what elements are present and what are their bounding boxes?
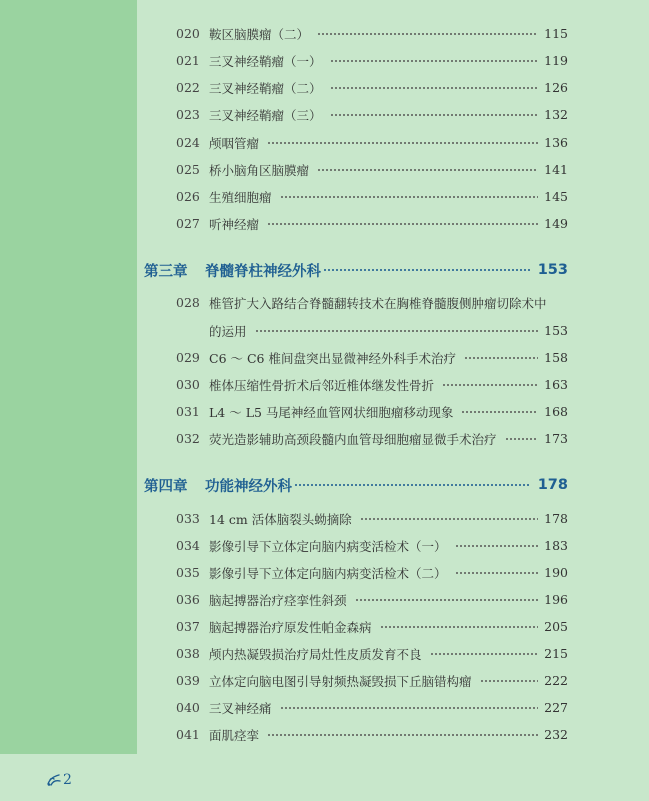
chapter-heading-4[interactable]: [144, 472, 568, 498]
entry-title: 桥小脑角区脑膜瘤: [209, 162, 310, 178]
entry-title: 听神经瘤: [209, 216, 260, 232]
entry-number: 031: [176, 404, 200, 419]
dot-leader: [267, 142, 538, 144]
toc-entry-028[interactable]: [176, 289, 568, 316]
dot-leader: [330, 87, 539, 89]
toc-entry-024[interactable]: [176, 129, 568, 156]
entry-title: 立体定向脑电图引导射频热凝毁损下丘脑错构瘤: [209, 673, 472, 689]
entry-number: 022: [176, 80, 200, 95]
entry-page: 178: [544, 511, 568, 526]
dot-leader: [455, 545, 539, 547]
entry-title: 鞍区脑膜瘤（二）: [209, 26, 310, 42]
entry-title: 生殖细胞瘤: [209, 189, 272, 205]
entry-number: 036: [176, 592, 200, 607]
toc-entry-036[interactable]: [176, 586, 568, 613]
entry-number: 039: [176, 673, 200, 688]
dot-leader: [380, 626, 539, 628]
dot-leader: [280, 707, 539, 709]
toc-entry-034[interactable]: [176, 532, 568, 559]
toc-entry-041[interactable]: [176, 721, 568, 748]
entry-page: 215: [544, 646, 568, 661]
entry-title: 椎体压缩性骨折术后邻近椎体继发性骨折: [209, 377, 435, 393]
entry-title: 影像引导下立体定向脑内病变活检术（一）: [209, 538, 447, 554]
entry-number: 025: [176, 162, 200, 177]
entry-page: 173: [544, 431, 568, 446]
toc-entry-022[interactable]: [176, 74, 568, 101]
dot-leader: [280, 196, 539, 198]
entry-page: 232: [544, 727, 568, 742]
entry-page: 115: [544, 26, 568, 41]
dot-leader: [255, 330, 539, 332]
page-number: [46, 772, 72, 788]
entry-number: 037: [176, 619, 200, 634]
toc-entry-031[interactable]: [176, 398, 568, 425]
entry-title: 三叉神经鞘瘤（二）: [209, 80, 322, 96]
entry-title: 颅内热凝毁损治疗局灶性皮质发育不良: [209, 646, 422, 662]
entry-number: 027: [176, 216, 200, 231]
entry-page: 132: [544, 107, 568, 122]
entry-title-line2: 的运用: [209, 323, 247, 339]
entry-number: 041: [176, 727, 200, 742]
entry-title: 14 cm 活体脑裂头蚴摘除: [209, 511, 352, 527]
entry-page: 163: [544, 377, 568, 392]
chapter-page: 153: [537, 262, 568, 278]
toc-entry-032[interactable]: [176, 425, 568, 452]
entry-number: 021: [176, 53, 200, 68]
entry-title: 脑起搏器治疗痉挛性斜颈: [209, 592, 347, 608]
chapter-number: 第三章: [144, 263, 188, 280]
toc-entry-039[interactable]: [176, 667, 568, 694]
dot-leader: [330, 114, 539, 116]
entry-number: 035: [176, 565, 200, 580]
entry-page: 158: [544, 350, 568, 365]
entry-page: 183: [544, 538, 568, 553]
chapter-number: 第四章: [144, 478, 188, 495]
entry-page: 196: [544, 592, 568, 607]
toc-entry-037[interactable]: [176, 613, 568, 640]
page-number-text: 2: [63, 772, 72, 788]
entry-number: 020: [176, 26, 200, 41]
entry-page: 153: [544, 323, 568, 338]
toc-entry-035[interactable]: [176, 559, 568, 586]
page-footer: [0, 754, 649, 801]
chapter-title: 脊髓脊柱神经外科: [205, 263, 321, 280]
entry-page: 168: [544, 404, 568, 419]
toc-entry-038[interactable]: [176, 640, 568, 667]
dot-leader: [480, 680, 539, 682]
dot-leader: [360, 518, 538, 520]
toc-entry-021[interactable]: [176, 47, 568, 74]
entry-title: L4 ～ L5 马尾神经血管网状细胞瘤移动现象: [209, 404, 454, 420]
toc-entry-026[interactable]: [176, 183, 568, 210]
dot-leader: [455, 572, 539, 574]
entry-title: 三叉神经痛: [209, 700, 272, 716]
entry-number: 034: [176, 538, 200, 553]
entry-page: 190: [544, 565, 568, 580]
dot-leader: [330, 60, 539, 62]
entry-title-line1: 椎管扩大入路结合脊髓翻转技术在胸椎脊髓腹侧肿瘤切除术中: [209, 295, 547, 311]
entry-number: 033: [176, 511, 200, 526]
entry-number: 038: [176, 646, 200, 661]
entry-title: 面肌痉挛: [209, 727, 260, 743]
dot-leader: [442, 384, 538, 386]
toc-entry-025[interactable]: [176, 156, 568, 183]
entry-title: C6 ～ C6 椎间盘突出显微神经外科手术治疗: [209, 350, 456, 366]
entry-title: 脑起搏器治疗原发性帕金森病: [209, 619, 372, 635]
entry-page: 119: [544, 53, 568, 68]
entry-page: 227: [544, 700, 568, 715]
dot-leader: [317, 169, 538, 171]
chapter-heading-3[interactable]: [144, 257, 568, 283]
dot-leader: [355, 599, 539, 601]
dot-leader: [464, 357, 538, 359]
dot-leader: [267, 734, 538, 736]
toc-entry-040[interactable]: [176, 694, 568, 721]
dot-leader: [294, 484, 530, 486]
toc-entry-027[interactable]: [176, 210, 568, 237]
entry-number: 030: [176, 377, 200, 392]
entry-title: 影像引导下立体定向脑内病变活检术（二）: [209, 565, 447, 581]
swirl-ornament-icon: [46, 772, 62, 788]
chapter-page: 178: [537, 477, 568, 493]
entry-page: 222: [544, 673, 568, 688]
entry-title: 三叉神经鞘瘤（一）: [209, 53, 322, 69]
toc-entry-020[interactable]: [176, 20, 568, 47]
dot-leader: [461, 411, 538, 413]
toc-entry-029[interactable]: [176, 344, 568, 371]
entry-title: 颅咽管瘤: [209, 135, 260, 151]
entry-page: 149: [544, 216, 568, 231]
entry-page: 145: [544, 189, 568, 204]
entry-number: 024: [176, 135, 200, 150]
entry-number: 032: [176, 431, 200, 446]
entry-page: 136: [544, 135, 568, 150]
dot-leader: [317, 33, 538, 35]
dot-leader: [430, 653, 539, 655]
toc-entry-033[interactable]: [176, 505, 568, 532]
entry-page: 141: [544, 162, 568, 177]
chapter-title: 功能神经外科: [205, 478, 292, 495]
dot-leader: [323, 269, 530, 271]
toc-entry-030[interactable]: [176, 371, 568, 398]
entry-number: 028: [176, 295, 200, 310]
entry-title: 三叉神经鞘瘤（三）: [209, 107, 322, 123]
entry-number: 023: [176, 107, 200, 122]
toc-entry-028-continued[interactable]: [209, 317, 568, 344]
entry-number: 029: [176, 350, 200, 365]
dot-leader: [267, 223, 538, 225]
left-margin-band: [0, 0, 137, 754]
entry-title: 荧光造影辅助高颈段髓内血管母细胞瘤显微手术治疗: [209, 431, 497, 447]
entry-number: 026: [176, 189, 200, 204]
dot-leader: [505, 438, 539, 440]
entry-number: 040: [176, 700, 200, 715]
toc-entry-023[interactable]: [176, 101, 568, 128]
entry-page: 205: [544, 619, 568, 634]
entry-page: 126: [544, 80, 568, 95]
